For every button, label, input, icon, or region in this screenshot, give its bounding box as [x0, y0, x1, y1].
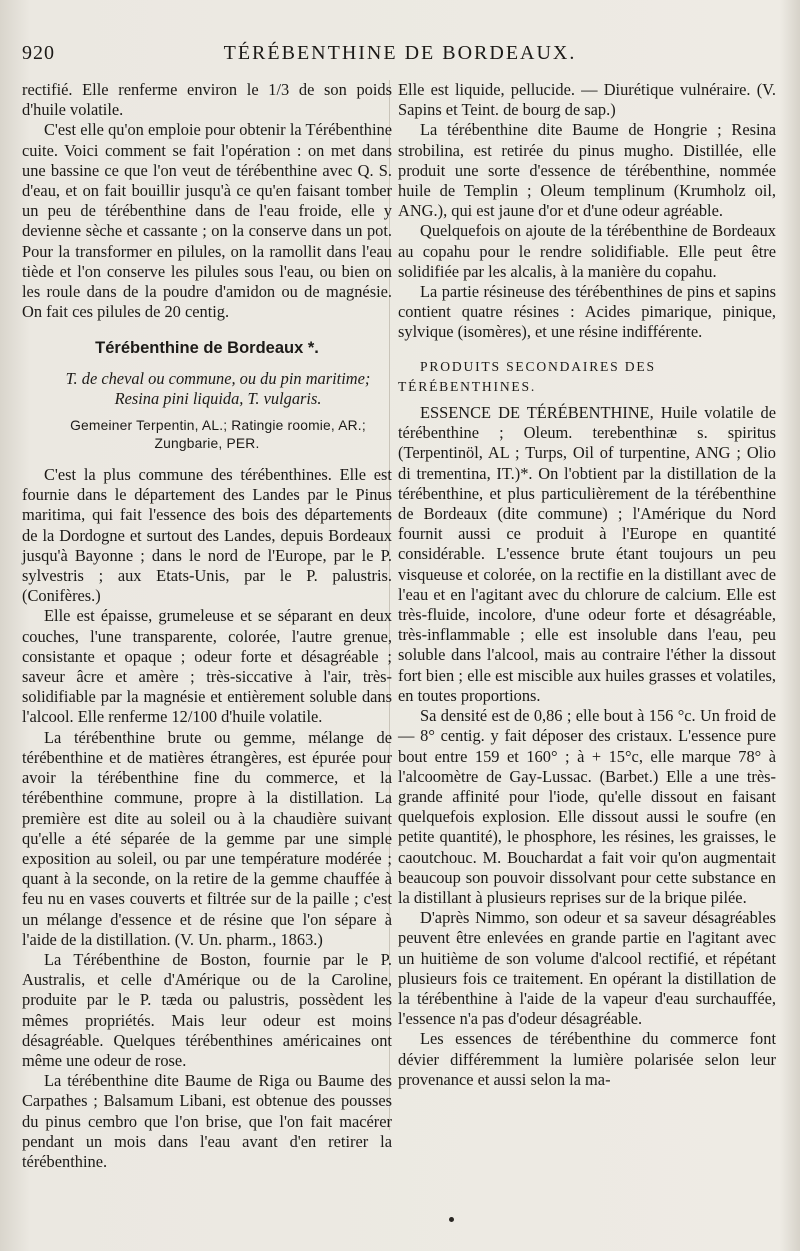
paragraph: C'est elle qu'on emploie pour obtenir la Térébenthine cuite. Voici comment se fait l'opération : on met dans une bassine ce que l'on veut de térébenthine avec Q. S. d'eau, et on fait bouillir jusqu'à ce qu'en faisant tomber un peu de térébenthine dans de l'eau froide, elle y devienne sèche et cassante ; on la conserve dans un pot. Pour la transformer en pilules, on la ramollit dans l'eau tiède et l'on conserve les pilules sous l'eau, ou bien on les roule dans de la poudre d'amidon ou de magnésie. On fait ces pilules de 20 centig. [22, 120, 392, 322]
paragraph: La térébenthine dite Baume de Riga ou Baume des Carpathes ; Balsamum Libani, est obtenue des pousses du pinus cembro que l'on brise, que l'on fait macérer pendant un mois dans l'eau avant d'en retirer la térébenthine. [22, 1071, 392, 1171]
paragraph: Les essences de térébenthine du commerce font dévier différemment la lumière polarisée selon leur provenance et aussi selon la ma- [398, 1029, 776, 1089]
paragraph: Elle est liquide, pellucide. — Diurétique vulnéraire. (V. Sapins et Teint. de bourg de sap.) [398, 80, 776, 120]
paragraph: La térébenthine brute ou gemme, mélange de térébenthine et de matières étrangères, est épurée pour avoir la térébenthine fine du commerce, et la térébenthine commune, propre à la distillation. La première est dite au soleil ou à la chaudière suivant qu'elle a été séparée de la gemme par une simple exposition au soleil, ou par une température modérée ; quant à la seconde, on la retire de la gemme chauffée à feu nu en vases couverts et filtrée sur de la paille ; c'est un mélange d'essence et de résine que l'on sépare à l'aide de la distillation. (V. Un. pharm., 1863.) [22, 727, 392, 949]
foreign-names: Gemeiner Terpentin, AL.; Ratingie roomie, AR.; Zungbarie, PER. [70, 418, 366, 452]
right-column [398, 80, 776, 1090]
paragraph: D'après Nimmo, son odeur et sa saveur désagréables peuvent être enlevées en grande partie en l'agitant avec un huitième de son volume d'alcool rectifié, et répétant plusieurs fois ce traitement. En opérant la distillation de la térébenthine à l'aide de la vapeur d'eau surchauffée, l'essence n'a pas d'odeur désagréable. [398, 908, 776, 1029]
running-title: TÉRÉBENTHINE DE BORDEAUX. [223, 42, 577, 64]
left-column [22, 80, 392, 1172]
paragraph: rectifié. Elle renferme environ le 1/3 de son poids d'huile volatile. [22, 80, 392, 120]
synonyms-line: Resina pini liquida, T. vulgaris. [114, 388, 322, 408]
page-number: 920 [22, 42, 55, 64]
paragraph: La Térébenthine de Boston, fournie par le P. Australis, et celle d'Amérique ou de la Caroline, produite par le P. tæda ou palustris, possèdent les mêmes propriétés. Mais leur odeur est moins désagréable. Quelques térébenthines américaines ont même une odeur de rose. [22, 949, 392, 1070]
paragraph: Sa densité est de 0,86 ; elle bout à 156 °c. Un froid de — 8° centig. y fait déposer des cristaux. L'essence pure bout entre 159 et 160° ; à + 15°c, elle marque 78° à l'alcoomètre de Gay-Lussac. (Barbet.) Elle a une très-grande affinité pour l'iode, qu'elle dissout en faisant quelquefois explosion. Elle dissout aussi le soufre (en petite quantité), le phosphore, les résines, les graisses, le caoutchouc. M. Bouchardat a fait voir qu'on augmentait beaucoup son pouvoir dissolvant pour cette substance en la distillant à plusieurs reprises sur de la brique pilée. [398, 706, 776, 907]
paragraph: Quelquefois on ajoute de la térébenthine de Bordeaux au copahu pour le rendre solidifiable. Elle peut être solidifiée par les alcalis, à la manière du copahu. [398, 221, 776, 281]
paragraph: Elle est épaisse, grumeleuse et se séparant en deux couches, l'une transparente, colorée, l'autre grenue, consistante et opaque ; odeur forte et désagréable ; saveur âcre et amère ; très-siccative à l'air, très-solidifiable par la magnésie et entièrement soluble dans l'alcool. Elle renferme 12/100 d'huile volatile. [22, 606, 392, 727]
synonyms-line: T. de cheval ou commune, ou du pin maritime; [65, 368, 371, 388]
paragraph: La térébenthine dite Baume de Hongrie ; Resina strobilina, est retirée du pinus mugho. Distillée, elle produit une sorte d'essence de térébenthine, nommée huile de Templin ; Oleum templinum (Krumholz oil, ANG.), qui est jaune d'or et d'une odeur agréable. [398, 120, 776, 221]
section-title: Térébenthine de Bordeaux *. [95, 339, 319, 358]
products-heading: PRODUITS SECONDAIRES DES TÉRÉBENTHINES. [398, 358, 656, 394]
paragraph: La partie résineuse des térébenthines de pins et sapins contient quatre résines : Acides pimarique, pinique, sylvique (isomères), et une résine indifférente. [398, 282, 776, 342]
page-header [22, 42, 778, 70]
ink-dot [449, 1217, 454, 1222]
paragraph: C'est la plus commune des térébenthines. Elle est fournie dans le département des Landes par le Pinus maritima, qui fait l'essence des bois des départements de la Dordogne et surtout des Landes, depuis Bordeaux jusqu'à Bayonne ; dans le nord de l'Europe, par le P. sylvestris ; aux Etats-Unis, par le P. palustris. (Conifères.) [22, 465, 392, 606]
paragraph: ESSENCE DE TÉRÉBENTHINE, Huile volatile de térébenthine ; Oleum. terebenthinæ s. spiritus (Terpentinöl, AL ; Turps, Oil of turpentine, ANG ; Olio di trementina, IT.)*. On l'obtient par la distillation de la térébenthine, et plus particulièrement de la térébenthine de Bordeaux (dite commune) ; l'Amérique du Nord fournit aussi ce produit à l'Europe en quantité considérable. L'essence brute étant toujours un peu visqueuse et colorée, on la rectifie en la distillant avec de l'eau et en l'agitant avec du chlorure de calcium. Elle est très-fluide, incolore, d'une odeur forte et désagréable, très-inflammable ; elle est insoluble dans l'eau, peu soluble dans l'alcool, mais au contraire l'éther la dissout fort bien ; elle est miscible aux huiles grasses et volatiles, en toutes proportions. [398, 403, 776, 705]
